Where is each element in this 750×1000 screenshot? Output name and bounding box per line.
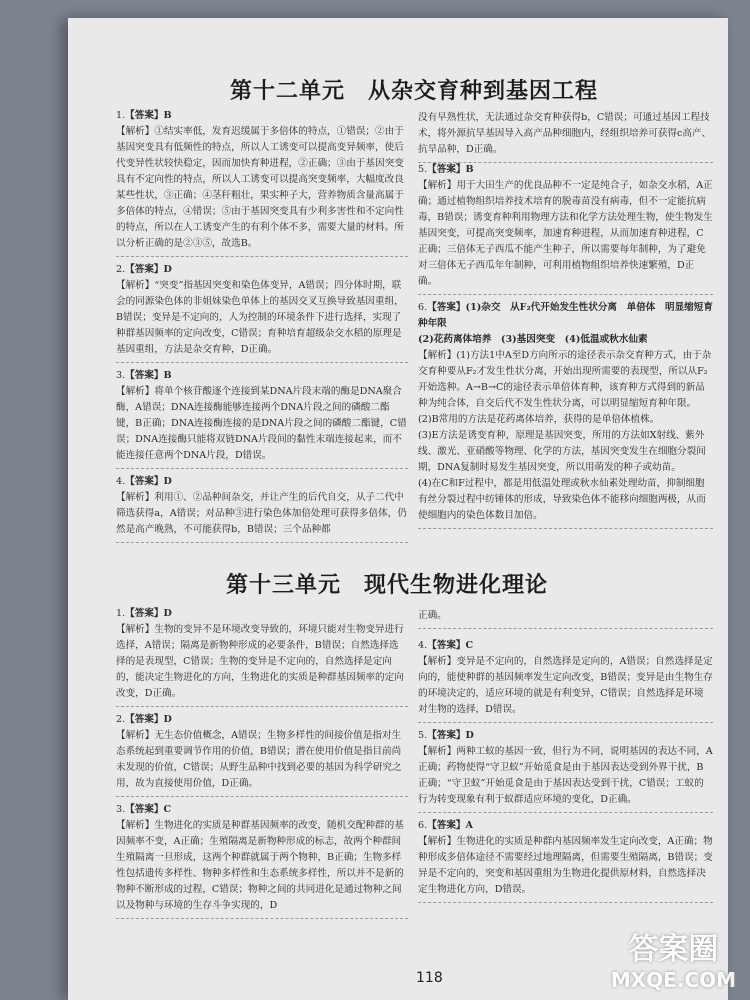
question-number: 6. [418,820,428,831]
unit-12-left-column [116,106,408,556]
continued-text: 正确。 [418,610,447,621]
question-number: 4. [116,476,126,487]
unit-13-left-column [116,604,408,964]
watermark-logo: 答案圈 MXQE.COM [610,932,736,992]
book-page [68,18,728,1000]
answer-item [418,726,713,813]
analysis-text: 【解析】生物进化的实质是种群基因频率的改变，随机交配种群的基因频率不变，A正确；生殖隔离是新物种形成的标志，故两个种群间生殖隔离一旦形成，这两个种群就属于两个物种，B正确；生物多样性包括遗传多样性、物种多样性和生态系统多样性，所以并不是新的物种不断形成的过程，C错误；物种之间的共同进化是通过物种之间以及物种与环境的生存斗争实现的，D [116,820,404,911]
unit-13-title: 第十三单元 现代生物进化理论 [226,573,549,598]
answer-item [418,636,713,723]
answer-item [116,106,408,257]
answer-label: 【答案】C [125,804,172,815]
answer-label: 【答案】(1)杂交 从F₂代开始发生性状分离 单倍体 明显缩短育种年限 (2)花药离体培养 (3)基因突变 (4)低温或秋水仙素 [418,302,713,345]
analysis-text: 【解析】生物进化的实质是种群内基因频率发生定向改变，A正确；物种形成多倍体途径不需要经过地理隔离，但需要生殖隔离，B错误；变异是不定向的，突变和基因重组为生物进化提供原材料，自然选择决定生物进化方向，D错误。 [418,836,713,895]
answer-label: 【答案】D [427,730,474,741]
answer-label: 【答案】D [125,608,172,619]
answer-item [418,160,713,295]
question-number: 3. [116,804,126,815]
question-number: 2. [116,714,126,725]
analysis-text: 【解析】两种工蚁的基因一致，但行为不同，说明基因的表达不同，A正确；药物使得“守卫蚁”开始觅食是由于基因表达受到外界干扰，B正确；“守卫蚁”开始觅食是由于基因表达受到干扰，C错误；工蚁的行为转变现象有利于蚁群适应环境的变化，D正确。 [418,746,713,805]
answer-item [116,472,408,543]
unit-12-right-column [418,160,713,560]
answer-item [116,800,408,919]
answer-item [116,260,408,363]
analysis-text: 【解析】“突变”指基因突变和染色体变异，A错误；四分体时期，联会的同源染色体的非姐妹染色单体上的基因交叉互换导致基因重组，B错误；变异是不定向的，人为控制的环境条件下进行选择，实现了种群基因频率的定向改变，C错误；育种培育超级杂交水稻的原理是基因重组，方法是杂交育种，D正确。 [116,280,404,355]
analysis-text: 【解析】①结实率低，发育迟缓属于多倍体的特点，①错误；②由于基因突变具有低频性的特点，所以人工诱变可以提高变异频率，使后代变异性状较快稳定，因而加快育种进程，②正确；③由于基因突变具有不定向性的特点，所以人工诱变可以提高突变频率，大幅度改良某些性状，③正确；④茎秆粗壮，果实种子大，营养物质含量高属于多倍体的特点，④错误；⑤由于基因突变具有少利多害性和不定向性的特点，所以在人工诱变产生的有利个体不多，需要大量的材料。所以分析正确的是②③⑤，故选B。 [116,126,404,249]
answer-item [116,366,408,469]
answer-label: 【答案】A [427,820,473,831]
answer-item [418,816,713,903]
answer-label: 【答案】D [125,714,172,725]
analysis-text: 【解析】变异是不定向的，自然选择是定向的，A错误；自然选择是定向的，能使种群的基因频率发生定向改变，B错误；变异是由生物生存的环境决定的，适应环境的就是有利变异，C错误；自然选择是环境对生物的选择，D错误。 [418,656,713,715]
question-number: 1. [116,110,126,121]
answer-label: 【答案】B [125,370,172,381]
answer-item [116,604,408,707]
answer-label: 【答案】D [125,264,172,275]
question-number: 4. [418,640,428,651]
question-number: 3. [116,370,126,381]
unit-12-right-continuation [418,108,713,166]
analysis-text: 【解析】用于大田生产的优良品种不一定是纯合子，如杂交水稻，A正确；通过植物组织培养技术培育的脱毒苗没有病毒，但不一定能抗病毒，B错误；诱变育种利用物理方法和化学方法处理生物，使生物发生基因突变，可提高突变频率，加速育种进程，从而加速育种进程，C正确；三倍体无子西瓜不能产生种子，所以需要每年制种，为了避免对三倍体无子西瓜年年制种，可利用植物组织培养快速繁殖，D正确。 [418,180,713,287]
answer-item [418,298,713,529]
question-number: 6. [418,302,428,313]
page-number: 118 [416,970,443,986]
analysis-text: 【解析】利用①、②品种间杂交，并让产生的后代自交，从子二代中筛选获得a，A错误；对品种③进行染色体加倍处理可获得多倍体，仍然是高产晚熟，不可能获得b，B错误；三个品种都 [116,492,407,535]
answer-item [116,710,408,797]
unit-13-right-continuation [418,606,713,632]
analysis-text: 【解析】将单个核苷酸逐个连接到某DNA片段末端的酶是DNA聚合酶，A错误；DNA连接酶能够连接两个DNA片段之间的磷酸二酯键，B正确；DNA连接酶连接的是DNA片段之间的磷酸二酯键，C错误；DNA连接酶只能将双链DNA片段间的黏性末端连接起来，而不能连接任意两个DNA片段，D错误。 [116,386,407,461]
unit-13-right-column [418,636,713,966]
unit-12-title: 第十二单元 从杂交育种到基因工程 [230,79,599,104]
question-number: 5. [418,164,428,175]
analysis-text: 【解析】生物的变异不是环境改变导致的，环境只能对生物变异进行选择，A错误；隔离是新物种形成的必要条件，B错误；自然选择选择的是表现型，C错误；生物的变异是不定向的，自然选择是定向的，能决定生物进化的方向，生物进化的实质是种群基因频率的定向改变，D正确。 [116,624,404,699]
question-number: 1. [116,608,126,619]
answer-label: 【答案】C [427,640,474,651]
answer-label: 【答案】B [427,164,474,175]
question-number: 5. [418,730,428,741]
answer-label: 【答案】B [125,110,172,121]
analysis-text: 【解析】无生态价值概念，A错误；生物多样性的间接价值是指对生态系统起到重要调节作用的价值，B错误；潜在使用价值是指目前尚未发现的价值，C错误；从野生品种中找到必要的基因为科学研究之用，故为直接使用价值，D正确。 [116,730,402,789]
answer-label: 【答案】D [125,476,172,487]
continued-text: 没有早熟性状，无法通过杂交育种获得b，C错误；可通过基因工程技术，将外源抗旱基因导入高产品种细胞内，经组织培养可获得c高产、抗旱品种，D正确。 [418,112,712,155]
question-number: 2. [116,264,126,275]
analysis-text: 【解析】(1)方法1中A至D方向所示的途径表示杂交育种方式，由于杂交育种要从F₂才发生性状分离，开始出现所需要的表现型，所以从F₂开始选种。A→B→C的途径表示单倍体育种，该育种方式得到的新品种为纯合体，自交后代不发生性状分离，可以明显缩短育种年限。 (2)B常用的方法是花药离体培养，获得的是单倍体植株。 (3)E方法是诱变育种，原理是基因突变，所用的方法如X射线、紫外线、激光、亚硝酸等物理、化学的方法，基因突变发生在细胞分裂间期，DNA复制时易发生基因突变，所以用萌发的种子或幼苗。 (4)在C和F过程中，都是用低温处理或秋水仙素处理幼苗，抑制细胞有丝分裂过程中纺锤体的形成，导致染色体不能移向细胞两极，从而使细胞内的染色体数目加倍。 [418,350,712,521]
